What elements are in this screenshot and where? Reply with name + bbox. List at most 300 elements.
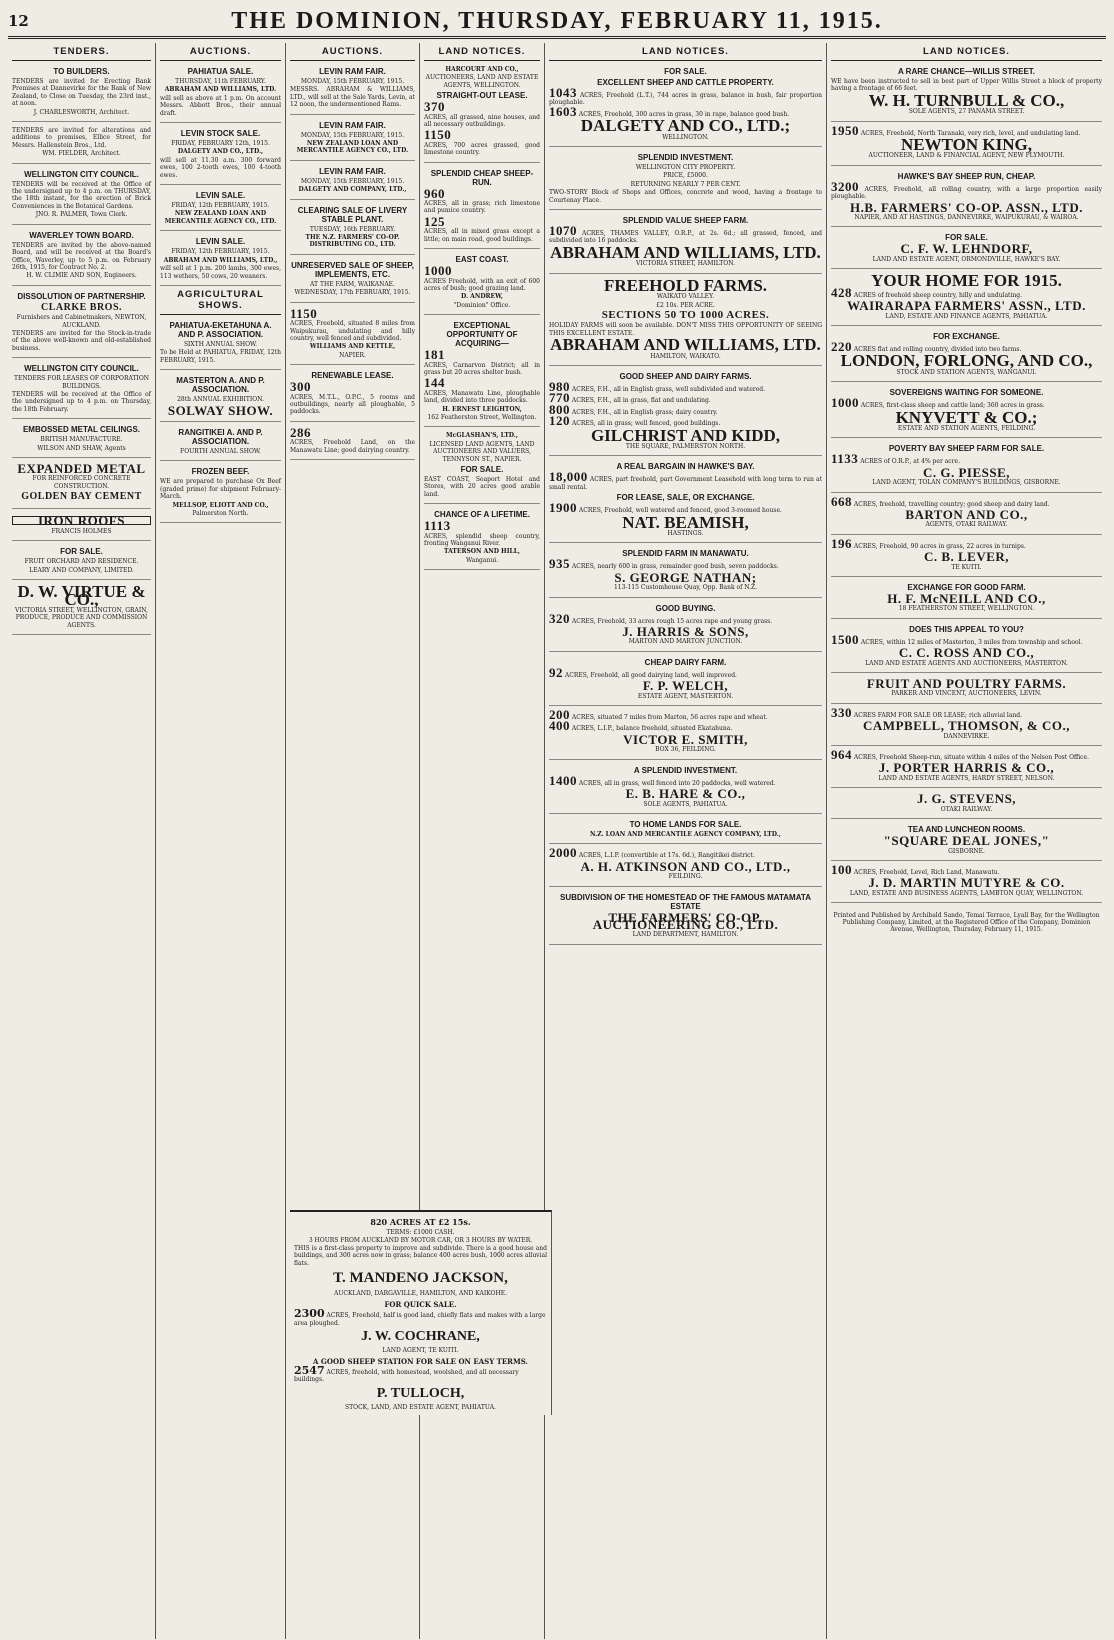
ad-text: ACRES, nearly 600 in grass, remainder good bush, seven paddocks. bbox=[571, 563, 779, 571]
ad-heading: TO HOME LANDS FOR SALE. bbox=[629, 819, 742, 829]
ad-text: ACRES, Freehold, 300 acres in grass, 30 in rape, balance good bush. bbox=[578, 110, 790, 118]
ad-atkinson bbox=[549, 844, 822, 886]
firm-name: LEARY AND COMPANY, LIMITED. bbox=[29, 566, 134, 574]
ad-date: FRIDAY, FEBRUARY 12th, 1915. bbox=[171, 140, 270, 148]
ad-signature: JNO. R. PALMER, Town Clerk. bbox=[35, 211, 128, 219]
masthead bbox=[8, 6, 1106, 39]
firm-name: ABRAHAM AND WILLIAMS, LTD. bbox=[164, 86, 277, 94]
ad-heading: FOR EXCHANGE. bbox=[933, 331, 1000, 341]
column-land-notices-3 bbox=[827, 43, 1106, 1639]
acreage: 400 bbox=[549, 718, 570, 734]
acreage: 1603 bbox=[549, 103, 577, 119]
acreage: 668 bbox=[831, 493, 852, 509]
ad-date: MONDAY, 15th FEBRUARY, 1915. bbox=[300, 131, 405, 139]
firm-name: ABRAHAM AND WILLIAMS, LTD. bbox=[550, 242, 821, 262]
ad-terms: TERMS: £1000 CASH. bbox=[386, 1229, 455, 1236]
firm-name: NEWTON KING, bbox=[901, 135, 1032, 155]
product-name: GOLDEN BAY CEMENT bbox=[21, 491, 142, 503]
ad-text: MESSRS. ABRAHAM & WILLIAMS, LTD., will sell at the Sale Yards, Levin, at 12 noon, the undermentioned Rams. bbox=[290, 86, 415, 109]
ad-square-deal bbox=[831, 819, 1102, 861]
ad-text: ACRES, all in mixed grass except a little; on main road, good buildings. bbox=[424, 228, 540, 243]
ad-text: TENDERS are invited for Erecting Bank Premises at Dannevirke for the Bank of New Zealand, to Close on Tuesday, the 23rd inst., at noon. bbox=[12, 78, 151, 108]
acreage: 320 bbox=[549, 610, 570, 626]
firm-sub: LAND, ESTATE AND FINANCE AGENTS, PAHIATUA. bbox=[885, 312, 1048, 320]
ad-sub: AT THE FARM, WAIKANAE. bbox=[310, 280, 395, 288]
column-heading: LAND NOTICES. bbox=[831, 43, 1102, 61]
acreage: 1900 bbox=[549, 500, 577, 516]
firm-name: D. W. VIRTUE & CO., bbox=[17, 582, 146, 609]
firm-sub: "Dominion" Office. bbox=[453, 301, 511, 309]
ad-date: WEDNESDAY, 17th FEBRUARY, 1915. bbox=[294, 289, 411, 297]
ad-text: EAST COAST, Seaport Hotel and Stores, with 20 acres good arable land. bbox=[424, 476, 540, 498]
ad-heading: GOOD SHEEP AND DAIRY FARMS. bbox=[619, 371, 752, 381]
firm-sub: AGENTS, OTAKI RAILWAY. bbox=[925, 521, 1008, 529]
ad-text: TENDERS will be received at the Office of the undersigned up to 4 p.m. on Thursday, the 18th February. bbox=[12, 390, 151, 413]
ad-text: ACRES, all in grass; rich limestone and pumice country. bbox=[424, 200, 540, 215]
firm-name: J. D. MARTIN MUTYRE & CO. bbox=[868, 875, 1065, 891]
firm-name: GILCHRIST AND KIDD, bbox=[590, 425, 781, 445]
ad-good-sheep-dairy bbox=[549, 366, 822, 456]
ad-text: ACRES, F.H., all in grass, flat and undulating. bbox=[571, 397, 711, 405]
ad-heading: RENEWABLE LEASE. bbox=[311, 371, 394, 381]
ad-text: ACRES flat and rolling country, divided into two farms. bbox=[853, 345, 1022, 353]
ad-text: ACRES, all in grass; well fenced, good buildings. bbox=[571, 420, 721, 428]
firm-name: W. H. TURNBULL & CO., bbox=[868, 90, 1065, 110]
firm-sub: 18 FEATHERSTON STREET, WELLINGTON. bbox=[898, 605, 1035, 613]
ad-council bbox=[12, 164, 151, 225]
ad-sub: 3 HOURS FROM AUCKLAND BY MOTOR CAR, OR 3 HOURS BY WATER. bbox=[308, 1237, 533, 1244]
ad-text: will sell at 1 p.m. 200 lambs, 300 ewes, 113 wethers, 50 cows, 20 weaners. bbox=[160, 265, 281, 280]
ad-heading: LEVIN SALE. bbox=[195, 191, 246, 201]
firm-sub: STOCK, LAND, AND ESTATE AGENT, PAHIATUA. bbox=[345, 1403, 496, 1411]
ad-willis-street bbox=[831, 61, 1102, 122]
ad-text: ACRES of freehold sheep country, hilly and undulating. bbox=[853, 291, 1022, 299]
ad-mcneill bbox=[831, 577, 1102, 619]
ad-heading: FOR LEASE, SALE, OR EXCHANGE. bbox=[616, 493, 755, 503]
ad-text: TWO-STORY Block of Shops and Offices, concrete and wood, having a frontage to Courtenay Place. bbox=[549, 189, 822, 204]
ad-frozen-beef bbox=[160, 461, 281, 523]
ad-text: WE are prepared to purchase Ox Beef (graded prime) for shipment February-March. bbox=[160, 478, 281, 501]
firm-name: CLARKE BROS. bbox=[40, 301, 122, 313]
firm-name: "SQUARE DEAL JONES," bbox=[883, 833, 1050, 849]
ad-text: TENDERS are invited for alterations and additions to premises, Ellice Street, for Messrs. Hallenstein Bros., Ltd. bbox=[12, 127, 151, 149]
ad-date: FRIDAY, 12th FEBRUARY, 1915. bbox=[171, 202, 270, 210]
firm-name: C. B. LEVER, bbox=[923, 549, 1010, 565]
printer-imprint: Printed and Published by Archibald Sando, Temai Terrace, Lyall Bay, for the Wellington Publishing Company, Limited, at the Registered Office of the Company, Dominion Avenue, Wellington, Thursday, February 11, 1915. bbox=[833, 912, 1100, 934]
ad-tenders bbox=[12, 122, 151, 164]
firm-sub: PARKER AND VINCENT, AUCTIONEERS, LEVIN. bbox=[891, 690, 1042, 698]
ad-text: ACRES, Manawatu Line, ploughable land, divided into three paddocks. bbox=[424, 389, 540, 405]
show-name: SOLWAY SHOW. bbox=[167, 402, 274, 418]
ad-heading: FROZEN BEEF. bbox=[191, 467, 250, 477]
column-auctions bbox=[156, 43, 286, 1639]
ad-return: RETURNING NEARLY 7 PER CENT. bbox=[630, 180, 741, 188]
ad-heading: SPLENDID CHEAP SHEEP-RUN. bbox=[430, 168, 534, 187]
ad-text: TENDERS will be received at the Office of the undersigned up to 4 p.m. on THURSDAY, the 18th instant, for the erection of Brick Conveniences in the Botanical Gardens. bbox=[12, 180, 151, 210]
firm-name: THE FARMERS' CO-OP. AUCTIONEERING CO., LTD. bbox=[592, 909, 779, 932]
ad-sub: FOR REINFORCED CONCRETE CONSTRUCTION. bbox=[32, 475, 131, 490]
ad-excellent-sheep bbox=[549, 61, 822, 147]
firm-name: DALGETY AND CO., LTD.; bbox=[580, 116, 791, 136]
column-land-notices-2 bbox=[545, 43, 827, 1639]
firm-name: F. P. WELCH, bbox=[642, 678, 729, 694]
ad-text: To be Held at PAHIATUA, FRIDAY, 12th FEBRUARY, 1915. bbox=[160, 349, 281, 364]
ad-text: ACRES, situated 7 miles from Marton, 56 acres rape and wheat. bbox=[571, 714, 768, 722]
ad-text: ACRES, Freehold, 33 acres rough 15 acres rape and young grass. bbox=[571, 617, 773, 625]
ad-text: ACRES, Freehold, well watered and fenced, good 3-roomed house. bbox=[578, 507, 782, 515]
ad-sub: WELLINGTON CITY PROPERTY. bbox=[635, 164, 736, 172]
acreage: 964 bbox=[831, 747, 852, 763]
acreage: 1043 bbox=[549, 85, 577, 100]
ad-heading: PAHIATUA-EKETAHUNA A. AND P. ASSOCIATION. bbox=[169, 320, 272, 339]
ad-cheap-dairy bbox=[549, 652, 822, 706]
ad-martin bbox=[831, 861, 1102, 903]
firm-name: A. H. ATKINSON AND CO., LTD., bbox=[580, 858, 791, 874]
ad-price: PRICE, £5000. bbox=[663, 172, 708, 180]
ad-title: YOUR HOME FOR 1915. bbox=[871, 271, 1062, 291]
firm-sub: THE SQUARE, PALMERSTON NORTH. bbox=[625, 442, 746, 450]
acreage: 100 bbox=[831, 861, 852, 877]
ad-sub: TENDERS FOR LEASES OF CORPORATION BUILDINGS. bbox=[13, 375, 150, 390]
ad-matamata bbox=[549, 887, 822, 945]
ad-text: TENDERS are invited by the above-named Board, and will be received at the Board's Office, Waverley, up to 5 p.m. on February 26th, 1915, for Contract No. 2. bbox=[12, 241, 151, 271]
ad-heading: EXCELLENT SHEEP AND CATTLE PROPERTY. bbox=[597, 78, 774, 87]
ad-date: TUESDAY, 16th FEBRUARY. bbox=[309, 225, 396, 233]
ad-text: ACRES, 700 acres grassed, good limestone country. bbox=[424, 141, 540, 157]
ad-heading: LEVIN STOCK SALE. bbox=[180, 129, 261, 139]
firm-sub: LAND AGENT, TE KUITI. bbox=[382, 1347, 459, 1355]
ad-virtue bbox=[12, 580, 151, 635]
acreage: 1950 bbox=[831, 122, 859, 138]
acreage: 1500 bbox=[831, 631, 859, 647]
firm-name: P. TULLOCH, bbox=[376, 1385, 465, 1401]
ad-sub: FOURTH ANNUAL SHOW. bbox=[180, 447, 261, 455]
firm-name: J. G. STEVENS, bbox=[916, 791, 1017, 807]
column-heading: TENDERS. bbox=[12, 43, 151, 61]
ad-heading: SPLENDID INVESTMENT. bbox=[637, 153, 734, 163]
ad-text: ACRES, L.I.P. (convertible at 17s. 6d.), Rangitikei district. bbox=[578, 852, 755, 860]
ad-hawkes-sheep-run bbox=[831, 166, 1102, 228]
ad-sub: 28th ANNUAL EXHIBITION. bbox=[177, 396, 264, 404]
firm-sub: FEILDING. bbox=[668, 873, 703, 881]
ad-heading: CHEAP DAIRY FARM. bbox=[644, 657, 727, 667]
firm-name: MELLSOP, ELIOTT AND CO., bbox=[172, 501, 269, 509]
ad-mcglashan bbox=[424, 427, 540, 504]
acreage: 1150 bbox=[424, 127, 452, 143]
ad-ross bbox=[831, 619, 1102, 673]
ad-east-coast bbox=[424, 249, 540, 315]
ad-lever bbox=[831, 535, 1102, 577]
acreage: 428 bbox=[831, 284, 852, 300]
ad-heading: LEVIN RAM FAIR. bbox=[319, 67, 386, 76]
ad-text: ACRES, Freehold Sheep-run, situate within 4 miles of the Nelson Post Office. bbox=[853, 754, 1089, 762]
ad-fruit-poultry bbox=[831, 673, 1102, 704]
ad-heading: FOR SALE. bbox=[945, 233, 988, 243]
acreage: 300 bbox=[290, 379, 311, 395]
ad-splendid-investment bbox=[549, 760, 822, 814]
ad-heading: CHANCE OF A LIFETIME. bbox=[434, 510, 530, 520]
firm-name: H.B. FARMERS' CO-OP. ASSN., LTD. bbox=[850, 199, 1083, 215]
firm-name: C. F. W. LEHNDORF, bbox=[900, 241, 1033, 257]
ad-title: IRON ROOFS bbox=[12, 516, 151, 525]
ad-title: EXPANDED METAL bbox=[17, 461, 146, 476]
column-heading: AUCTIONS. bbox=[290, 43, 415, 61]
ad-text: ACRES, Freehold, all good dairying land, well improved. bbox=[564, 671, 737, 679]
firm-sub: NAPIER. bbox=[339, 351, 366, 359]
ad-builders bbox=[12, 61, 151, 122]
firm-sub: ESTATE AGENT, MASTERTON. bbox=[637, 692, 734, 700]
ad-levin-sale-2 bbox=[160, 231, 281, 286]
ad-heading: GOOD BUYING. bbox=[655, 603, 716, 613]
firm-name: KNYVETT & CO.; bbox=[895, 407, 1038, 427]
ad-expanded-metal bbox=[12, 458, 151, 509]
ad-heading: TO BUILDERS. bbox=[53, 67, 110, 76]
ad-heading: WAVERLEY TOWN BOARD. bbox=[29, 230, 134, 240]
firm-sub: Furnishers and Cabinetmakers, NEWTON, AUCKLAND. bbox=[16, 314, 147, 329]
acreage: 2547 bbox=[294, 1364, 325, 1378]
firm-sub: AUCTIONEER, LAND & FINANCIAL AGENT, NEW PLYMOUTH. bbox=[868, 152, 1065, 160]
ad-unreserved-sale bbox=[290, 255, 415, 303]
ad-286-acres bbox=[290, 422, 415, 460]
column-heading: LAND NOTICES. bbox=[549, 43, 822, 61]
firm-sub: LAND AND ESTATE AGENT, ORMONDVILLE, HAWKE'S BAY. bbox=[872, 255, 1061, 263]
ad-text: ACRES, Freehold, all rolling country, with a large proportion easily ploughable. bbox=[831, 185, 1102, 201]
ad-masterton-show bbox=[160, 370, 281, 422]
acreage: 200 bbox=[549, 707, 570, 723]
columns bbox=[8, 43, 1106, 1639]
ad-signature: WM. FIELDER, Architect. bbox=[42, 150, 121, 158]
ad-renewable-lease bbox=[290, 365, 415, 422]
ad-text: ACRES, F.H., all in English grass; dairy country. bbox=[571, 408, 718, 416]
ad-heading: PAHIATUA SALE. bbox=[187, 67, 254, 76]
ad-lehndorf bbox=[831, 227, 1102, 269]
ad-ceilings bbox=[12, 419, 151, 458]
section-heading: AGRICULTURAL SHOWS. bbox=[160, 286, 281, 315]
ad-heading: LEVIN RAM FAIR. bbox=[319, 120, 386, 130]
ad-text: ACRES, freehold, with homestead, woolshed, and all necessary buildings. bbox=[294, 1369, 519, 1384]
acreage: 935 bbox=[549, 556, 570, 572]
ad-london-forlong bbox=[831, 326, 1102, 382]
firm-name: DALGETY AND CO., LTD., bbox=[177, 148, 264, 156]
firm-name: H. ERNEST LEIGHTON, bbox=[442, 405, 522, 413]
ad-text: ACRES, Freehold, situated 8 miles from Waipukurau, undulating and hilly country, well fenced and subdivided. bbox=[290, 320, 415, 342]
acreage: 18,000 bbox=[549, 469, 588, 485]
firm-sub: Wanganui. bbox=[465, 556, 499, 564]
ad-heading: EXCHANGE FOR GOOD FARM. bbox=[907, 583, 1026, 592]
ad-text: WE have been instructed to sell in best part of Upper Willis Street a block of property having a frontage of 66 feet. bbox=[831, 78, 1102, 93]
ad-heading: LEVIN RAM FAIR. bbox=[319, 166, 386, 176]
firm-name: CAMPBELL, THOMSON, & CO., bbox=[863, 718, 1070, 734]
ad-heading: WELLINGTON CITY COUNCIL. bbox=[24, 169, 139, 179]
ad-text: ACRES, M.T.L., O.P.C., 5 rooms and outbuildings, nearly all ploughable, 5 paddocks. bbox=[290, 393, 415, 416]
ad-campbell bbox=[831, 704, 1102, 746]
ad-heading: A REAL BARGAIN IN HAWKE'S BAY. bbox=[616, 462, 755, 472]
ad-exceptional bbox=[424, 315, 540, 427]
ad-heading: FOR QUICK SALE. bbox=[384, 1300, 457, 1310]
firm-name: J. W. COCHRANE, bbox=[361, 1329, 480, 1345]
ad-nz-loan bbox=[549, 814, 822, 844]
ad-text: ACRES, L.I.P., balance freehold, situated Ekatahuna. bbox=[571, 725, 733, 733]
acreage: 1000 bbox=[424, 263, 452, 279]
acreage: 1070 bbox=[549, 223, 577, 239]
firm-name: S. GEORGE NATHAN; bbox=[614, 569, 757, 585]
ad-heading: SPLENDID FARM IN MANAWATU. bbox=[622, 549, 749, 559]
firm-name: NEW ZEALAND LOAN AND MERCANTILE AGENCY CO., LTD. bbox=[164, 210, 277, 225]
firm-name: NEW ZEALAND LOAN AND MERCANTILE AGENCY CO., LTD. bbox=[296, 140, 409, 155]
ad-levin-sale bbox=[160, 185, 281, 231]
firm-name: T. MANDENO JACKSON, bbox=[333, 1270, 508, 1287]
firm-name: C. G. PIESSE, bbox=[922, 464, 1011, 480]
firm-sub: SOLE AGENTS, PAHIATUA. bbox=[643, 800, 728, 808]
ad-clearing-sale bbox=[290, 200, 415, 255]
ad-text: ACRES, splendid sheep country, fronting Wanganui River. bbox=[424, 532, 540, 548]
firm-sub: NAPIER, AND AT HASTINGS, DANNEVIRKE, WAIPUKURAU, & WAIROA. bbox=[854, 214, 1079, 222]
firm-sub: AUCKLAND, DARGAVILLE, HAMILTON, AND KAIKOHE. bbox=[334, 1290, 507, 1298]
ad-heading: LEVIN SALE. bbox=[195, 237, 246, 247]
firm-name: N.Z. LOAN AND MERCANTILE AGENCY COMPANY, LTD., bbox=[590, 830, 781, 838]
ad-heading: FOR SALE. bbox=[60, 547, 103, 557]
ad-stevens bbox=[831, 788, 1102, 819]
ad-heading: A SPLENDID INVESTMENT. bbox=[633, 765, 738, 775]
firm-sub: LAND AGENT, TOLAN COMPANY'S BUILDINGS, GISBORNE. bbox=[872, 479, 1061, 487]
ad-wide-bottom bbox=[290, 1210, 552, 1415]
ad-dissolution bbox=[12, 286, 151, 358]
acreage: 120 bbox=[549, 413, 570, 429]
acreage: 2000 bbox=[549, 845, 577, 861]
ad-good-buying bbox=[549, 598, 822, 652]
ad-heading: 820 ACRES AT £2 15s. bbox=[370, 1217, 471, 1227]
ad-text: ACRES, Carnarvon District; all in grass but 20 acres shelter bush. bbox=[424, 361, 540, 376]
ad-date: FRIDAY, 12th FEBRUARY, 1915. bbox=[171, 248, 270, 256]
ad-text: ACRES of O.R.P., at 4% per acre. bbox=[860, 458, 960, 466]
firm-name: VICTOR E. SMITH, bbox=[623, 731, 748, 747]
ad-sub: SIXTH ANNUAL SHOW. bbox=[183, 340, 258, 348]
firm-name: C. C. ROSS AND CO., bbox=[898, 645, 1035, 661]
ad-text: ACRES, Freehold, half is good land, chiefly flats and makes with a large area ploughed. bbox=[294, 1312, 546, 1327]
newspaper-title: THE DOMINION, THURSDAY, FEBRUARY 11, 1915. bbox=[231, 7, 883, 34]
ad-knyvett bbox=[831, 382, 1102, 438]
ad-text: TENDERS are invited for the Stock-in-trade of the above well-known and old-established business. bbox=[12, 329, 151, 352]
firm-name: DALGETY AND COMPANY, LTD., bbox=[298, 186, 407, 194]
ad-hawkes-bargain bbox=[549, 456, 822, 543]
ad-signature: H. W. CLIMIE AND SON, Engineers. bbox=[26, 272, 137, 280]
ad-heading: STRAIGHT-OUT LEASE. bbox=[436, 91, 528, 101]
ad-council-leases bbox=[12, 358, 151, 419]
ad-text: ACRES, Freehold, North Taranaki, very rich, level, and undulating land. bbox=[860, 129, 1081, 137]
firm-name: McGLASHAN'S, LTD., bbox=[446, 432, 518, 440]
firm-name: FRANCIS HOLMES bbox=[51, 528, 112, 536]
ad-date: THURSDAY, 11th FEBRUARY. bbox=[175, 78, 266, 85]
firm-name: BARTON AND CO., bbox=[905, 506, 1028, 522]
ad-heading: RANGITIKEI A. AND P. ASSOCIATION. bbox=[178, 427, 263, 446]
acreage: 330 bbox=[831, 704, 852, 720]
firm-sub: LAND, ESTATE AND BUSINESS AGENTS, LAMBTON QUAY, WELLINGTON. bbox=[849, 889, 1084, 897]
firm-sub: WELLINGTON. bbox=[662, 133, 709, 141]
firm-name: J. PORTER HARRIS & CO., bbox=[878, 760, 1055, 776]
ad-iron-roofs bbox=[12, 509, 151, 542]
firm-sub: LAND AND ESTATE AGENTS, HARDY STREET, NELSON. bbox=[878, 774, 1055, 782]
ad-sub: WAIKATO VALLEY. bbox=[656, 293, 715, 301]
ad-heading: A GOOD SHEEP STATION FOR SALE ON EASY TERMS. bbox=[313, 1357, 528, 1367]
ad-text: will sell at 11.30 a.m. 300 forward ewes, 100 2-tooth ewes, 100 4-tooth ewes. bbox=[160, 156, 281, 179]
ad-barton bbox=[831, 493, 1102, 535]
ad-smith bbox=[549, 706, 822, 760]
ad-chance-lifetime bbox=[424, 504, 540, 570]
ad-sheep-farm bbox=[549, 210, 822, 274]
firm-sub: ESTATE AND STATION AGENTS, FEILDING. bbox=[897, 424, 1036, 432]
ad-title: FREEHOLD FARMS. bbox=[603, 275, 768, 295]
ad-orchard bbox=[12, 541, 151, 580]
acreage: 800 bbox=[549, 401, 570, 417]
ad-heading: DOES THIS APPEAL TO YOU? bbox=[909, 624, 1024, 634]
firm-name: HARCOURT AND CO., bbox=[445, 66, 519, 73]
firm-sub: SOLE AGENTS, 27 PANAMA STREET. bbox=[908, 108, 1025, 116]
ad-sub: FRUIT ORCHARD AND RESIDENCE. bbox=[24, 558, 139, 566]
ad-text: will sell as above at 1 p.m. On account Messrs. Abbott Bros., their annual draft. bbox=[160, 94, 281, 117]
ad-heading: WELLINGTON CITY COUNCIL. bbox=[24, 364, 139, 374]
ad-text: ACRES, Freehold Land, on the Manawatu Line; good dairying country. bbox=[290, 439, 415, 454]
firm-name: TATERSON AND HILL, bbox=[443, 548, 521, 556]
ad-text: ACRES, Freehold, Level, Rich Land, Manawatu. bbox=[853, 868, 1000, 876]
firm-sub: VICTORIA STREET, WELLINGTON, GRAIN, PRODUCE, PRODUCE AND COMMISSION AGENTS. bbox=[15, 607, 148, 629]
ad-heading: SPLENDID VALUE SHEEP FARM. bbox=[622, 216, 749, 226]
ad-text: ACRES, all grassed, nine houses, and all necessary outbuildings. bbox=[424, 113, 540, 129]
ad-investment bbox=[549, 147, 822, 210]
firm-sub: DANNEVIRKE. bbox=[943, 732, 990, 740]
ad-1150-acres bbox=[290, 303, 415, 365]
firm-name: H. F. McNEILL AND CO., bbox=[887, 591, 1046, 606]
ad-levin-stock bbox=[160, 123, 281, 185]
firm-name: J. HARRIS & SONS, bbox=[622, 624, 749, 640]
firm-sub: Palmerston North. bbox=[192, 509, 249, 517]
firm-name: NAT. BEAMISH, bbox=[622, 512, 749, 532]
acreage: 1150 bbox=[290, 305, 318, 321]
firm-sub: LICENSED LAND AGENTS, LAND AUCTIONEERS AND VALUERS, TENNYSON ST., NAPIER. bbox=[429, 440, 535, 463]
firm-sub: LAND AND ESTATE AGENTS AND AUCTIONEERS, MASTERTON. bbox=[865, 659, 1068, 667]
ad-heading: HAWKE'S BAY SHEEP RUN, CHEAP. bbox=[897, 171, 1036, 181]
ad-heading: MASTERTON A. AND P. ASSOCIATION. bbox=[176, 376, 265, 395]
acreage: 770 bbox=[549, 390, 570, 406]
ad-newton-king bbox=[831, 122, 1102, 166]
firm-sub: STOCK AND STATION AGENTS, WANGANUI. bbox=[896, 368, 1037, 376]
acreage: 960 bbox=[424, 185, 445, 201]
ad-heading: DISSOLUTION OF PARTNERSHIP. bbox=[17, 291, 146, 301]
ad-heading: SUBDIVISION OF THE HOMESTEAD OF THE FAMOUS MATAMATA ESTATE bbox=[560, 892, 811, 911]
ad-text: ACRES, Freehold, 90 acres in grass, 22 acres in turnips. bbox=[853, 542, 1026, 550]
acreage: 220 bbox=[831, 338, 852, 354]
ad-text: ACRES, first-class sheep and cattle land; 360 acres in grass. bbox=[860, 402, 1045, 410]
ad-harcourt bbox=[424, 61, 540, 163]
firm-name: WILLIAMS AND KETTLE, bbox=[309, 343, 396, 351]
firm-sub: HAMILTON, WAIKATO. bbox=[650, 352, 721, 360]
ad-heading: FOR SALE. bbox=[664, 67, 707, 76]
firm-sub: 113-115 Customhouse Quay, Opp. Bank of N.Z. bbox=[613, 584, 758, 592]
firm-name: E. B. HARE & CO., bbox=[625, 786, 746, 802]
acreage: 196 bbox=[831, 535, 852, 551]
ad-date: MONDAY, 15th FEBRUARY, 1915. bbox=[300, 177, 405, 185]
ad-date: MONDAY, 15th FEBRUARY, 1915. bbox=[300, 78, 405, 85]
ad-heading: EAST COAST. bbox=[455, 255, 509, 265]
ad-heading: CLEARING SALE OF LIVERY STABLE PLANT. bbox=[297, 205, 408, 224]
ad-your-home bbox=[831, 269, 1102, 326]
ad-freehold-farms bbox=[549, 274, 822, 366]
column-heading: AUCTIONS. bbox=[160, 43, 281, 61]
ad-porter-harris bbox=[831, 746, 1102, 788]
firm-name: ABRAHAM AND WILLIAMS, LTD. bbox=[550, 335, 821, 355]
ad-text: THIS is a first-class property to improve and subdivide. There is a good house and buildings, and 300 acres now in grass; balance 400 acres bush, 1000 acres alluvial flats. bbox=[294, 1245, 547, 1267]
acreage: 1113 bbox=[424, 518, 451, 534]
acreage: 144 bbox=[424, 375, 445, 391]
